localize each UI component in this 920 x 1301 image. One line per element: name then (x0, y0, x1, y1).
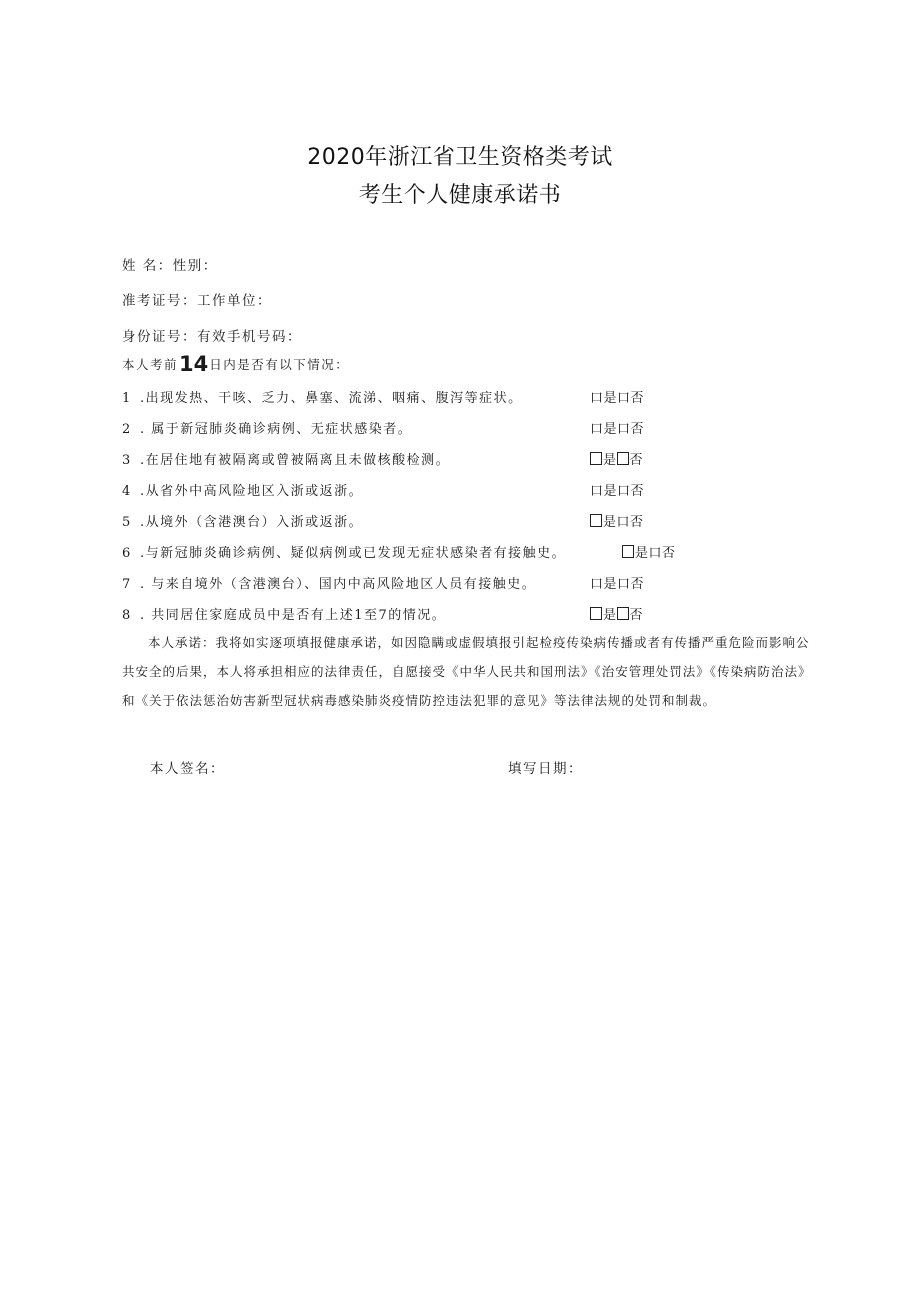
yes-label: 是 (603, 484, 618, 499)
question-number: 8 (122, 608, 132, 623)
no-label: 否 (629, 608, 644, 623)
yes-label: 是 (603, 422, 618, 437)
yes-checkbox[interactable] (590, 607, 602, 620)
yes-label: 是 (635, 546, 649, 561)
yes-checkbox-glyph[interactable]: 口 (590, 484, 604, 499)
yes-no-options (590, 480, 644, 499)
question-number: 5 (122, 515, 132, 530)
no-checkbox-glyph[interactable]: 口 (617, 484, 631, 499)
intro-after: 日内是否有以下情况： (209, 357, 350, 372)
id-phone-field: 身份证号：有效手机号码： (122, 329, 302, 345)
document-subtitle: 考生个人健康承诺书 (358, 183, 562, 208)
no-label: 否 (630, 577, 645, 592)
yes-no-options (622, 542, 676, 561)
question-number: 4 (122, 484, 132, 499)
yes-no-options (590, 573, 644, 592)
yes-no-options (590, 604, 643, 623)
question-text: .出现发热、干咳、乏力、鼻塞、流涕、咽痛、腹泻等症状。 (140, 391, 523, 406)
intro-before: 本人考前 (122, 357, 179, 372)
question-text: .与新冠肺炎确诊病例、疑似病例或已发现无症状感染者有接触史。 (140, 546, 567, 561)
question-number: 7 (122, 577, 132, 592)
yes-label: 是 (603, 391, 618, 406)
no-label: 否 (630, 484, 645, 499)
question-item (122, 604, 446, 623)
intro-question (122, 352, 349, 376)
question-item (122, 387, 523, 406)
yes-label: 是 (603, 453, 617, 468)
question-text: .从境外（含港澳台）入浙或返浙。 (140, 515, 364, 530)
yes-checkbox[interactable] (622, 545, 634, 558)
yes-label: 是 (603, 577, 618, 592)
yes-no-options (590, 449, 643, 468)
no-label: 否 (662, 546, 676, 561)
yes-no-options (590, 511, 644, 530)
no-label: 否 (630, 515, 644, 530)
exam-number-workplace-field: 准考证号：工作单位： (122, 293, 272, 309)
no-checkbox-glyph[interactable]: 口 (617, 422, 631, 437)
signature-label: 本人签名： (150, 761, 225, 777)
date-label: 填写日期： (508, 761, 583, 777)
no-checkbox[interactable] (617, 452, 629, 465)
yes-no-options (590, 387, 644, 406)
question-item (122, 449, 450, 468)
no-label: 否 (630, 391, 645, 406)
no-checkbox-glyph[interactable]: 口 (617, 577, 631, 592)
no-checkbox[interactable] (617, 607, 629, 620)
yes-checkbox[interactable] (590, 514, 602, 527)
yes-no-options (590, 418, 644, 437)
no-label: 否 (629, 453, 644, 468)
question-item (122, 480, 363, 499)
question-number: 3 (122, 453, 132, 468)
question-item (122, 511, 363, 530)
question-number: 1 (122, 391, 132, 406)
yes-label: 是 (603, 608, 617, 623)
pledge-paragraph: 本人承诺：我将如实逐项填报健康承诺，如因隐瞒或虚假填报引起检疫传染病传播或者有传播严重危险而影响公共安全的后果，本人将承担相应的法律责任，自愿接受《中华人民共和国刑法》《治安管理处罚法》《传染病防治法》和《关于依法惩治妨害新型冠状病毒感染肺炎疫情防控违法犯罪的意见》等法律法规的处罚和制裁。 (122, 635, 812, 708)
name-gender-field: 姓 名：性别： (122, 258, 218, 274)
question-text: . 属于新冠肺炎确诊病例、无症状感染者。 (140, 422, 413, 437)
no-checkbox-glyph[interactable]: 口 (648, 546, 663, 561)
question-item (122, 573, 536, 592)
question-number: 6 (122, 546, 132, 561)
question-number: 2 (122, 422, 132, 437)
question-text: .在居住地有被隔离或曾被隔离且未做核酸检测。 (140, 453, 451, 468)
no-checkbox-glyph[interactable]: 口 (617, 391, 631, 406)
document-title: 2020年浙江省卫生资格类考试 (307, 145, 613, 170)
yes-label: 是 (603, 515, 617, 530)
yes-checkbox-glyph[interactable]: 口 (590, 577, 604, 592)
no-checkbox-glyph[interactable]: 口 (616, 515, 631, 530)
yes-checkbox-glyph[interactable]: 口 (590, 422, 604, 437)
question-text: .从省外中高风险地区入浙或返浙。 (140, 484, 364, 499)
question-item (122, 542, 566, 561)
question-item (122, 418, 412, 437)
question-text: . 与来自境外（含港澳台）、国内中高风险地区人员有接触史。 (140, 577, 537, 592)
question-text: . 共同居住家庭成员中是否有上述1至7的情况。 (140, 608, 447, 623)
no-label: 否 (630, 422, 645, 437)
yes-checkbox-glyph[interactable]: 口 (590, 391, 604, 406)
intro-days: 14 (179, 352, 209, 376)
yes-checkbox[interactable] (590, 452, 602, 465)
